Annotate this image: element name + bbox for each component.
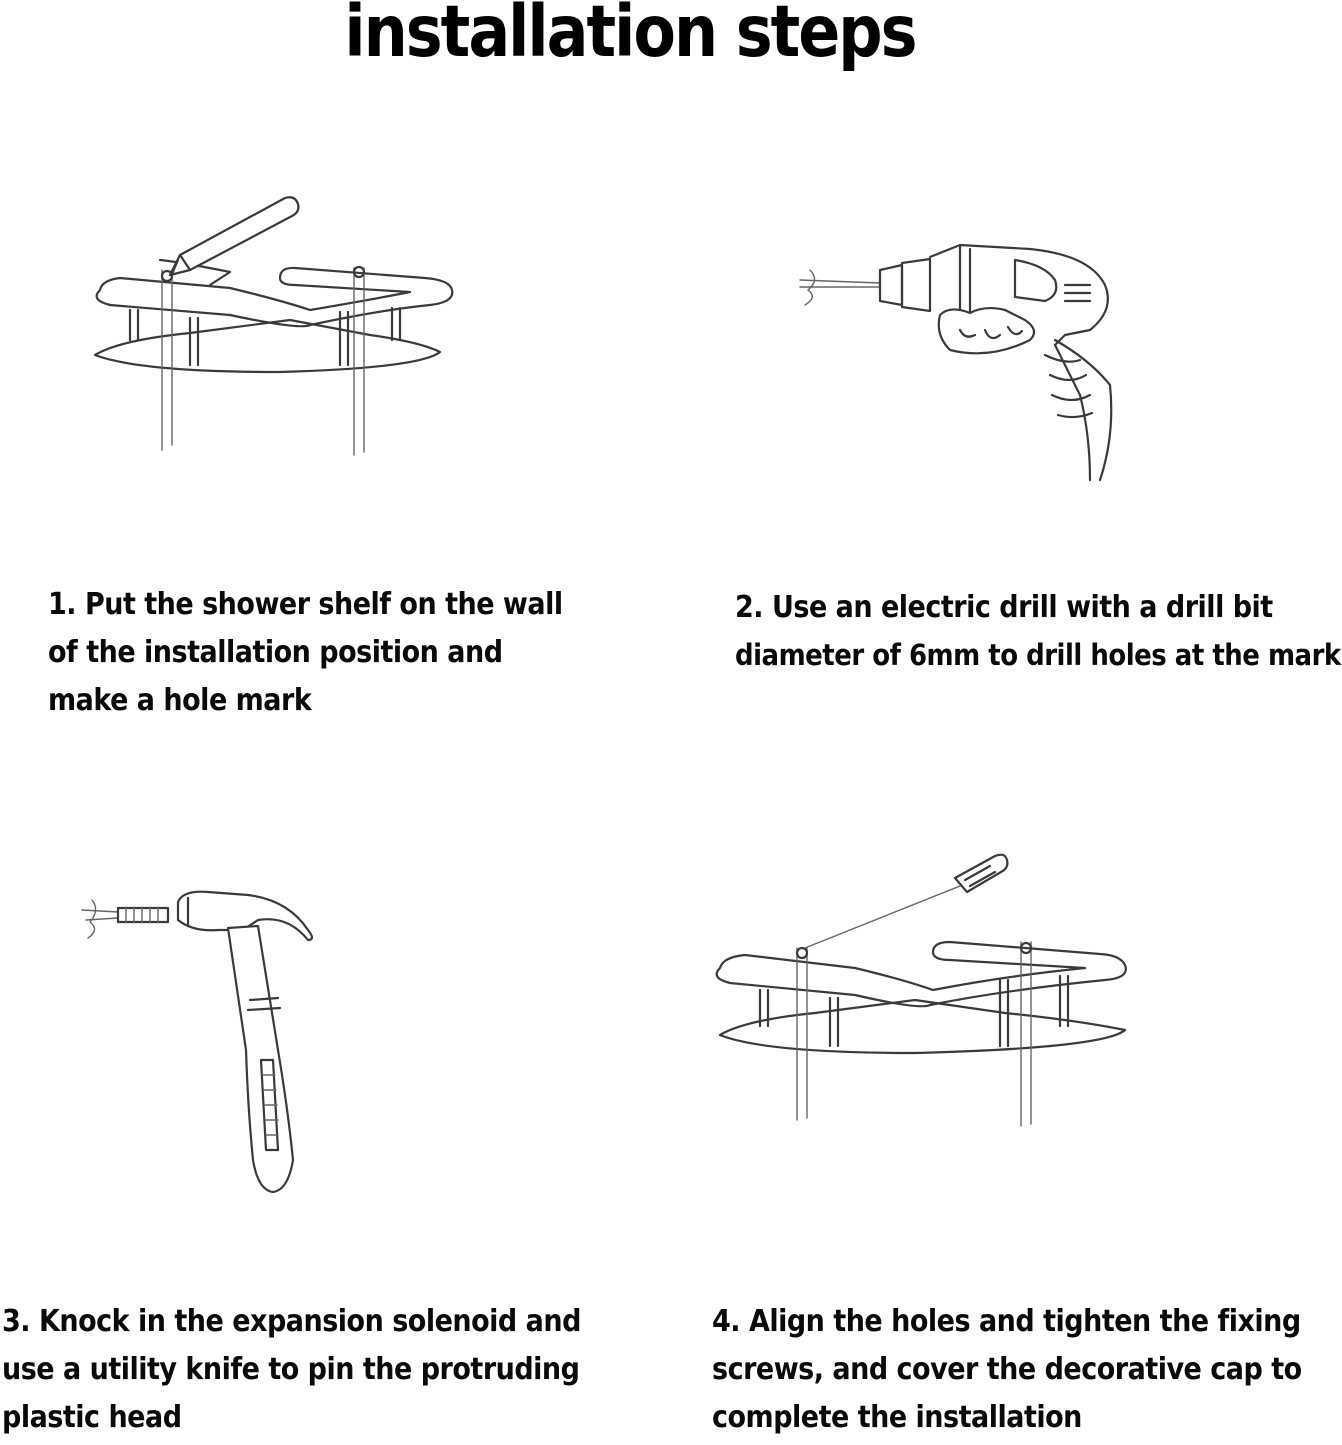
step-3-instructions xyxy=(2,1298,581,1442)
step-1-line-1: 1. Put the shower shelf on the wall xyxy=(48,587,563,622)
step-3-line-1: 3. Knock in the expansion solenoid and xyxy=(2,1304,581,1339)
step-4-instructions xyxy=(712,1298,1302,1442)
shelf-with-screwdriver-icon xyxy=(705,850,1145,1130)
step-1-line-2: of the installation position and xyxy=(48,635,503,670)
step-4-line-3: complete the installation xyxy=(712,1400,1082,1435)
step-1-line-3: make a hole mark xyxy=(48,683,312,718)
step-2-line-1: 2. Use an electric drill with a drill bit xyxy=(735,590,1273,625)
step-2-instructions xyxy=(735,584,1341,680)
step-3-line-3: plastic head xyxy=(2,1400,182,1435)
page-title: installation steps xyxy=(344,0,916,74)
step-3-line-2: use a utility knife to pin the protruding xyxy=(2,1352,580,1387)
step-1-instructions xyxy=(48,581,563,725)
electric-drill-icon xyxy=(790,235,1130,485)
step-4-line-1: 4. Align the holes and tighten the fixing xyxy=(712,1304,1301,1339)
hammer-icon xyxy=(78,860,338,1210)
step-2-line-2: diameter of 6mm to drill holes at the mark xyxy=(735,639,1341,673)
shelf-with-pencil-icon xyxy=(80,190,480,470)
step-4-line-2: screws, and cover the decorative cap to xyxy=(712,1352,1302,1387)
